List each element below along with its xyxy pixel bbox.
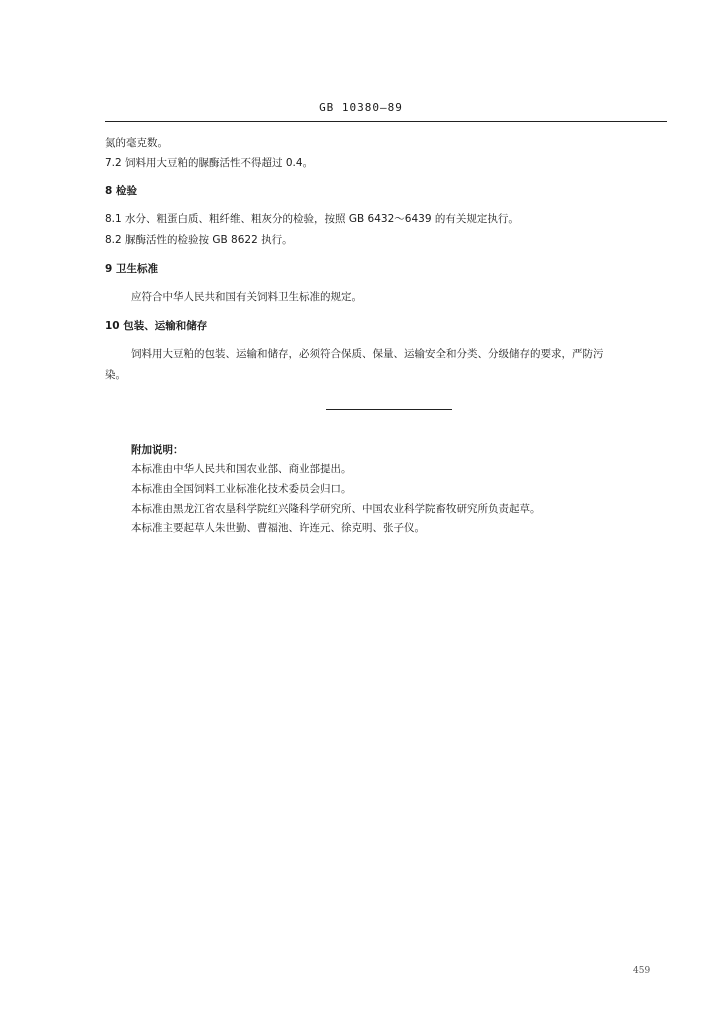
appendix-line: 本标准主要起草人朱世勤、曹福池、许连元、徐克明、张子仪。	[131, 522, 425, 534]
section-10-text-line-2: 染。	[105, 369, 126, 381]
continued-text-line: 氮的毫克数。	[105, 137, 168, 149]
header-rule	[105, 121, 667, 122]
clause-8-2: 8.2 脲酶活性的检验按 GB 8622 执行。	[105, 234, 293, 246]
appendix-line: 本标准由黑龙江省农垦科学院红兴隆科学研究所、中国农业科学院畜牧研究所负责起草。	[131, 503, 541, 515]
section-10-text-line-1: 饲料用大豆粕的包装、运输和储存，必须符合保质、保量、运输安全和分类、分级储存的要求，严防污	[131, 348, 604, 360]
section-8-heading: 8 检验	[105, 185, 137, 197]
clause-8-1: 8.1 水分、粗蛋白质、粗纤维、粗灰分的检验，按照 GB 6432～6439 的有关规定执行。	[105, 213, 519, 225]
section-9-heading: 9 卫生标准	[105, 263, 158, 275]
appendix-title: 附加说明：	[131, 444, 184, 456]
clause-7-2: 7.2 饲料用大豆粕的脲酶活性不得超过 0.4。	[105, 157, 314, 169]
section-9-text: 应符合中华人民共和国有关饲料卫生标准的规定。	[131, 291, 362, 303]
page-number: 459	[633, 966, 651, 976]
section-10-heading: 10 包装、运输和储存	[105, 320, 208, 332]
appendix-line: 本标准由中华人民共和国农业部、商业部提出。	[131, 463, 352, 475]
standard-code-header: GB 10380—89	[319, 101, 403, 114]
appendix-line: 本标准由全国饲料工业标准化技术委员会归口。	[131, 483, 352, 495]
section-separator-rule	[326, 409, 452, 410]
